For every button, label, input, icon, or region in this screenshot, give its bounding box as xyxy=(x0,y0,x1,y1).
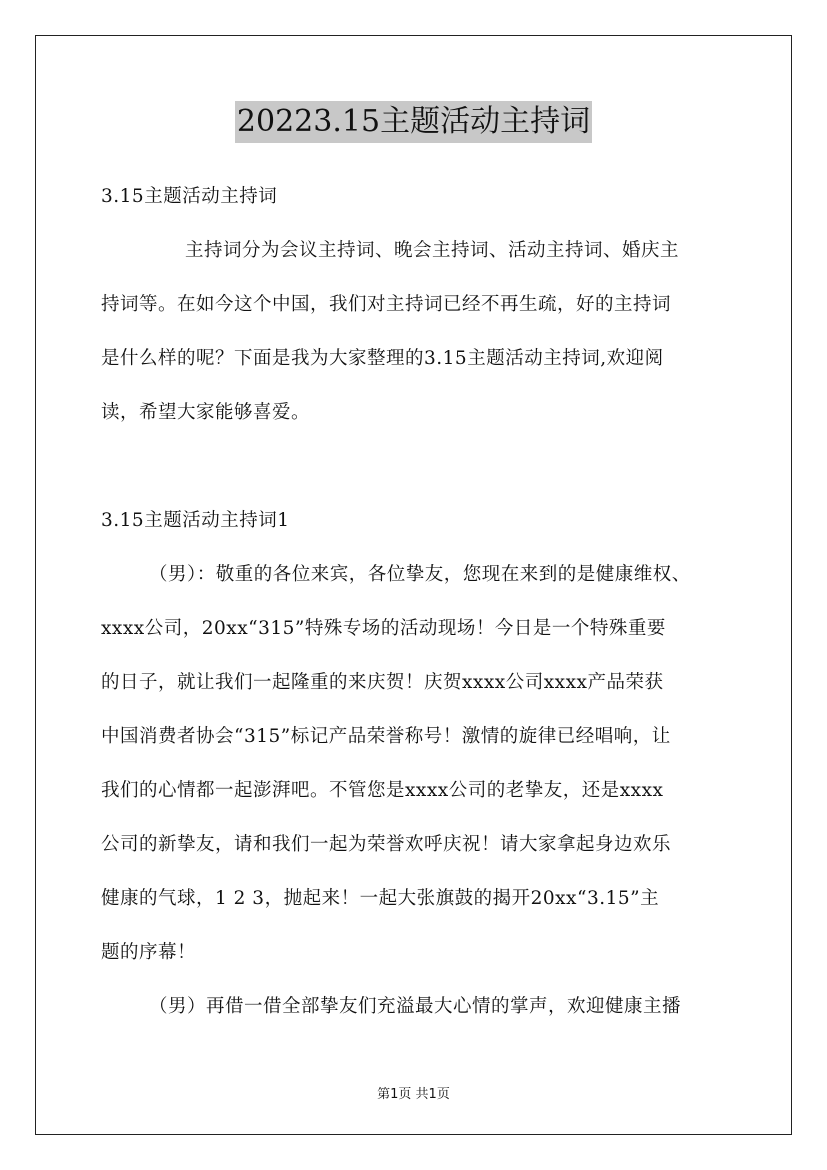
paragraph-line: （男）：敬重的各位来宾，各位挚友，您现在来到的是健康维权、 xyxy=(149,564,691,585)
paragraph-line: （男）再借一借全部挚友们充溢最大心情的掌声，欢迎健康主播 xyxy=(149,996,682,1017)
paragraph-line: 持词等。在如今这个中国，我们对主持词已经不再生疏，好的主持词 xyxy=(101,294,672,315)
paragraph-line: 公司的新挚友，请和我们一起为荣誉欢呼庆祝！请大家拿起身边欢乐 xyxy=(101,834,672,855)
page-number: 第1页 共1页 xyxy=(377,1087,450,1102)
section-heading: 3.15主题活动主持词 xyxy=(101,186,278,207)
paragraph-spacer xyxy=(101,440,729,494)
document-title: 20223.15主题活动主持词 xyxy=(235,101,592,143)
paragraph-line: 中国消费者协会“315”标记产品荣誉称号！激情的旋律已经唱响，让 xyxy=(101,726,671,747)
document-body xyxy=(101,170,729,1034)
paragraph-line: 读，希望大家能够喜爱。 xyxy=(101,402,311,423)
paragraph-line: 我们的心情都一起澎湃吧。不管您是xxxx公司的老挚友，还是xxxx xyxy=(101,780,664,801)
paragraph-line: 题的序幕！ xyxy=(101,942,197,963)
paragraph-line: 主持词分为会议主持词、晚会主持词、活动主持词、婚庆主 xyxy=(185,240,680,261)
paragraph-line: 的日子，就让我们一起隆重的来庆贺！庆贺xxxx公司xxxx产品荣获 xyxy=(101,672,664,693)
paragraph-line: xxxx公司，20xx“315”特殊专场的活动现场！今日是一个特殊重要 xyxy=(101,618,666,639)
title-container xyxy=(0,101,827,143)
paragraph-line: 健康的气球，1 2 3，抛起来！一起大张旗鼓的揭开20xx“3.15”主 xyxy=(101,888,660,909)
paragraph-line: 是什么样的呢？下面是我为大家整理的3.15主题活动主持词,欢迎阅 xyxy=(101,348,664,369)
section-heading: 3.15主题活动主持词1 xyxy=(101,510,290,531)
